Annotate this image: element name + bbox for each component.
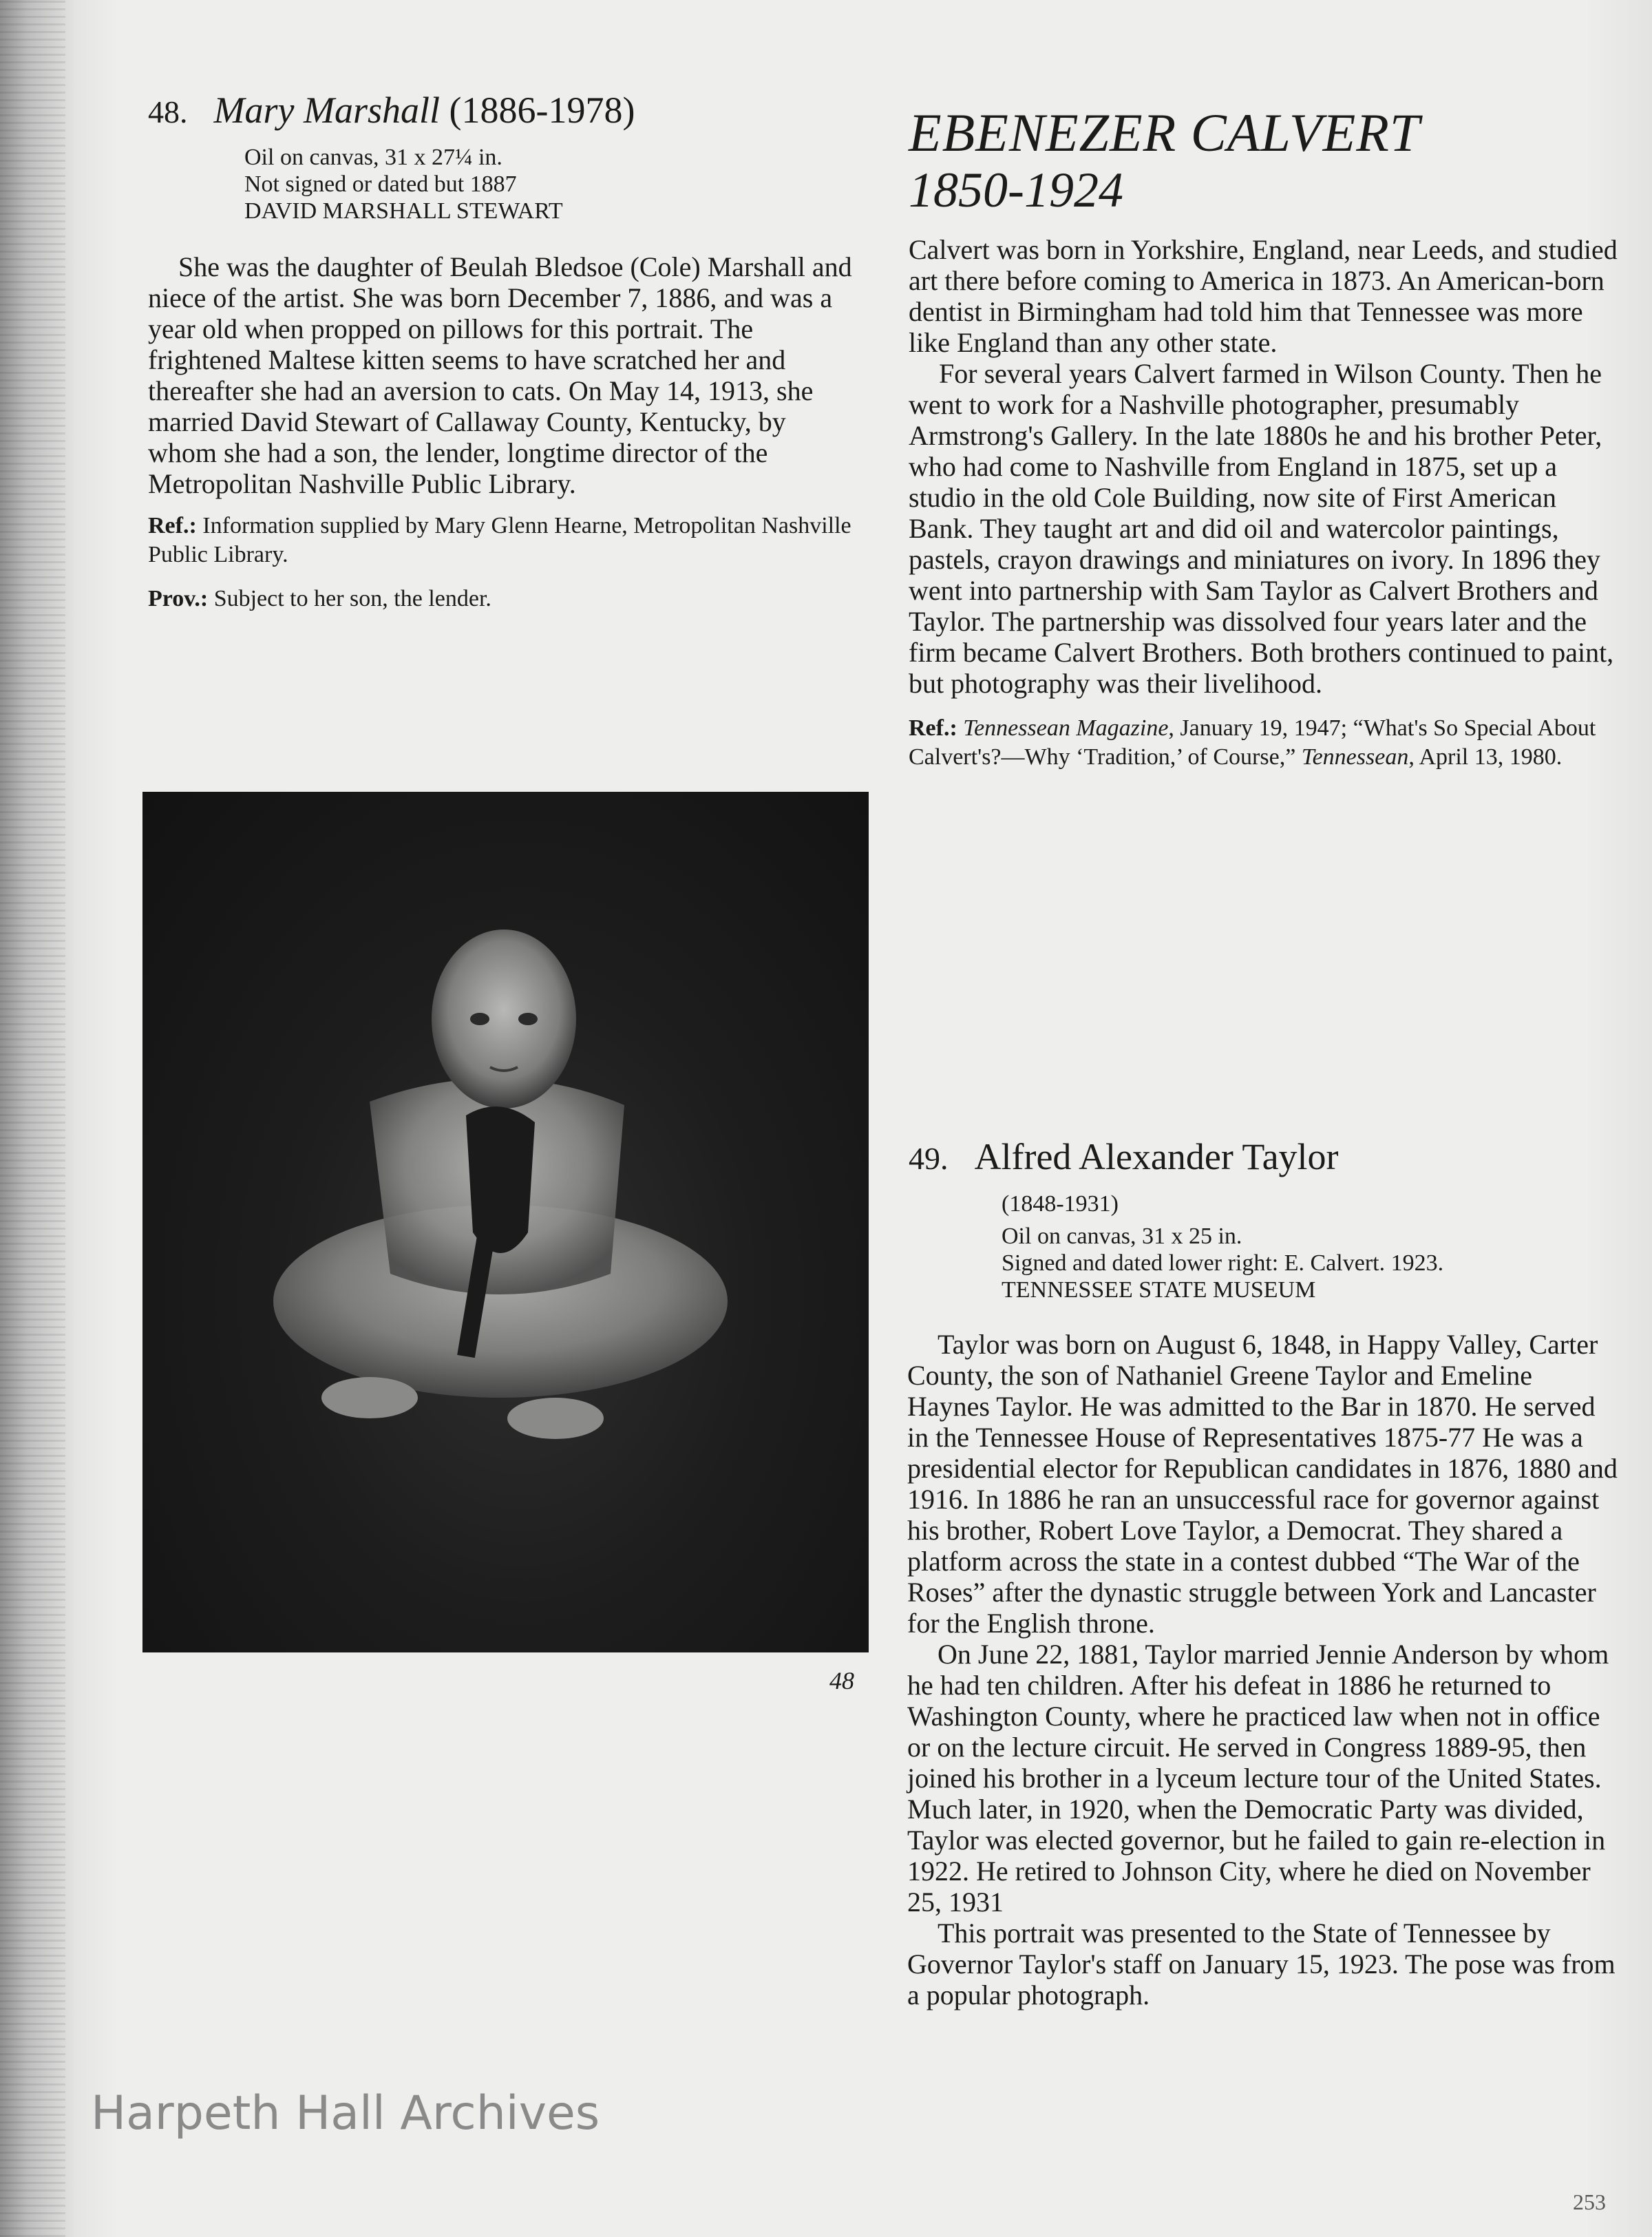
- artist-ref-source-2: Tennessean: [1301, 744, 1409, 770]
- entry-48-ref-label: Ref.:: [148, 513, 197, 538]
- entry-49-text: [907, 1329, 1620, 2010]
- artist-bio-paragraph-1: Calvert was born in Yorkshire, England, near Leeds, and studied art there before coming to America in 1873. An American-born dentist in Birmingham had told him that Tennessee was more like England than any other state.: [909, 234, 1618, 358]
- artist-ref: [909, 714, 1618, 772]
- entry-48-name: Mary Marshall: [213, 90, 440, 131]
- entry-49-medium: Oil on canvas, 31 x 25 in.: [1002, 1223, 1242, 1249]
- entry-48-title: [148, 86, 860, 144]
- entry-48-header: [148, 86, 860, 224]
- entry-49-paragraph-2: On June 22, 1881, Taylor married Jennie Anderson by whom he had ten children. After his defeat in 1886 he returned to Washington County, where he practiced law when not in office or on the lecture circuit. He served in Congress 1889-95, then joined his brother in a lyceum lecture tour of the United States. Much later, in 1920, when the Democratic Party was divided, Taylor was elected governor, but he failed to gain re-election in 1922. He retired to Johnson City, where he died on November 25, 1931: [907, 1639, 1609, 1918]
- artist-biography: [909, 234, 1618, 772]
- page-number: 253: [1573, 2189, 1606, 2214]
- entry-49-dates: (1848-1931): [1002, 1191, 1119, 1217]
- entry-49-name: Alfred Alexander Taylor: [974, 1136, 1339, 1177]
- entry-48-prov: [148, 585, 860, 613]
- entry-48-prov-label: Prov.:: [148, 586, 209, 611]
- entry-48-text: [148, 251, 860, 613]
- entry-49-signed: Signed and dated lower right: E. Calvert. 1923.: [1002, 1250, 1444, 1276]
- artist-years: 1850-1924: [909, 162, 1123, 218]
- entry-49-header: [909, 1133, 1618, 1303]
- entry-48-owner: DAVID MARSHALL STEWART: [244, 198, 563, 224]
- artist-ref-source-1: Tennessean Magazine: [963, 715, 1169, 741]
- artist-header: [909, 103, 1618, 218]
- entry-48-body: She was the daughter of Beulah Bledsoe (Cole) Marshall and niece of the artist. She was born December 7, 1886, and was a year old when propped on pillows for this portrait. The frightened Maltese kitten seems to have scratched her and thereafter she had an aversion to cats. On May 14, 1913, she married David Stewart of Callaway County, Kentucky, by whom she had a son, the lender, longtime director of the Metropolitan Nashville Public Library.: [148, 251, 852, 499]
- entry-48-prov-text: Subject to her son, the lender.: [208, 586, 491, 611]
- entry-48-medium: Oil on canvas, 31 x 27¼ in.: [244, 145, 502, 170]
- portrait-illustration: [142, 792, 869, 1652]
- photo-caption: 48: [829, 1667, 854, 1694]
- entry-49-paragraph-3: This portrait was presented to the State of Tennessee by Governor Taylor's staff on January 15, 1923. The pose was from a popular photograph.: [907, 1918, 1616, 2010]
- entry-49-title: [909, 1133, 1618, 1190]
- entry-49-paragraph-1: Taylor was born on August 6, 1848, in Happy Valley, Carter County, the son of Nathaniel Greene Taylor and Emeline Haynes Taylor. He was admitted to the Bar in 1870. He served in the Tennessee House of Representatives 1875-77 He was a presidential elector for Republican candidates in 1876, 1880 and 1916. In 1886 he ran an unsuccessful race for governor against his brother, Robert Love Taylor, a Democrat. They shared a platform across the state in a contest dubbed “The War of the Roses” after the dynastic struggle between York and Lancaster for the English throne.: [907, 1329, 1618, 1639]
- artist-bio-paragraph-2: For several years Calvert farmed in Wilson County. Then he went to work for a Nashville photographer, presumably Armstrong's Gallery. In the late 1880s he and his brother Peter, who had come to Nashville from England in 1875, set up a studio in the old Cole Building, now site of First American Bank. They taught art and did oil and watercolor paintings, pastels, crayon drawings and miniatures on ivory. In 1896 they went into partnership with Sam Taylor as Calvert Brothers and Taylor. The partnership was dissolved four years later and the firm became Calvert Brothers. Both brothers continued to paint, but photography was their livelihood.: [909, 358, 1614, 699]
- entry-48-signed: Not signed or dated but 1887: [244, 171, 517, 197]
- portrait-photo-mary-marshall: [142, 792, 869, 1652]
- artist-ref-text-4: , April 13, 1980.: [1408, 744, 1563, 770]
- entry-49-owner: TENNESSEE STATE MUSEUM: [1002, 1277, 1316, 1303]
- artist-name: EBENEZER CALVERT: [909, 103, 1421, 162]
- entry-48-number: 48.: [148, 94, 188, 129]
- artist-ref-text-2: , January 19, 1947; “What's So Special About Calvert's?—Why ‘Tradition,’ of Course,”: [909, 715, 1596, 770]
- entry-48-dates: (1886-1978): [439, 90, 635, 131]
- artist-ref-label: Ref.:: [909, 715, 957, 741]
- entry-48-ref: [148, 512, 860, 569]
- entry-48-ref-text: Information supplied by Mary Glenn Hearne, Metropolitan Nashville Public Library.: [148, 513, 851, 567]
- archive-watermark: Harpeth Hall Archives: [91, 2086, 600, 2141]
- binding-shadow: [0, 0, 65, 2237]
- entry-49-number: 49.: [909, 1141, 949, 1176]
